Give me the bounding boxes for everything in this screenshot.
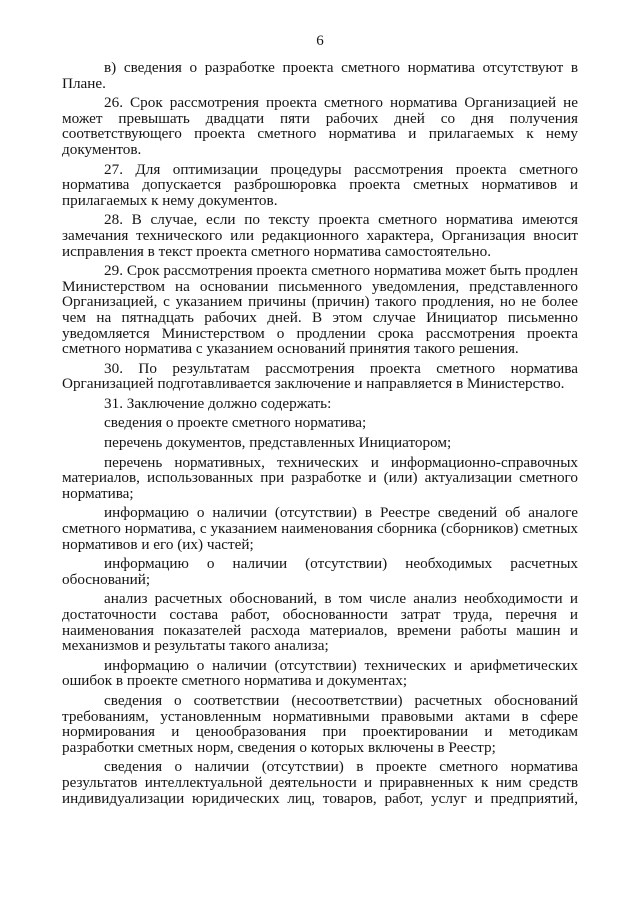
- list-item-documents: перечень документов, представленных Инициатором;: [104, 434, 452, 452]
- list-item-registry-analog: информацию о наличии (отсутствии) в Реестре сведений об аналоге сметного норматива, с указанием наименования сборника (сборников) сметных нормативов и его (их) частей;: [62, 504, 578, 553]
- list-item-compliance: сведения о соответствии (несоответствии) расчетных обоснований требованиям, установленным нормативными правовыми актами в сфере нормирования и ценообразования при проектировании и методикам разработки сметных норм, сведения о которых включены в Реестр;: [62, 691, 578, 756]
- paragraph-31: 31. Заключение должно содержать:: [104, 394, 332, 412]
- paragraph-29: 29. Срок рассмотрения проекта сметного норматива может быть продлен Министерством на основании письменного уведомления, представленного Организацией, с указанием причины (причин) такого продления, но не более чем на пятнадцать рабочих дней. В этом случае Инициатор письменно уведомляется Министерством о продлении срока рассмотрения проекта сметного норматива с указанием оснований принятия такого решения.: [62, 262, 578, 358]
- paragraph-28: 28. В случае, если по тексту проекта сметного норматива имеются замечания технического или редакционного характера, Организация вносит исправления в текст проекта сметного норматива самостоятельно.: [62, 211, 578, 260]
- document-body: [62, 60, 578, 810]
- paragraph-30: 30. По результатам рассмотрения проекта сметного норматива Организацией подготавливается заключение и направляется в Министерство.: [62, 359, 578, 393]
- list-item-intellectual-property: сведения о наличии (отсутствии) в проекте сметного норматива результатов интеллектуальной деятельности и приравненных к ним средств индивидуализации юридических лиц, товаров, работ, услуг и предприятий,: [62, 758, 578, 807]
- page-number: 6: [316, 33, 324, 49]
- paragraph-27: 27. Для оптимизации процедуры рассмотрения проекта сметного норматива допускается разброшюровка проекта сметных нормативов и прилагаемых к нему документов.: [62, 160, 578, 209]
- paragraph-26: 26. Срок рассмотрения проекта сметного норматива Организацией не может превышать двадцати пяти рабочих дней со дня получения соответствующего проекта сметного норматива и прилагаемых к нему документов.: [62, 94, 578, 158]
- paragraph-item-v: в) сведения о разработке проекта сметного норматива отсутствуют в Плане.: [62, 59, 578, 92]
- list-item-project-info: сведения о проекте сметного норматива;: [104, 414, 367, 432]
- list-item-analysis: анализ расчетных обоснований, в том числе анализ необходимости и достаточности состава работ, обоснованности затрат труда, перечня и наименования показателей расхода материалов, времени работы машин и механизмов и результаты такого анализа;: [62, 590, 578, 655]
- list-item-errors: информацию о наличии (отсутствии) технических и арифметических ошибок в проекте сметного норматива и документах;: [62, 656, 578, 690]
- list-item-calculations: информацию о наличии (отсутствии) необходимых расчетных обоснований;: [62, 555, 578, 588]
- list-item-materials: перечень нормативных, технических и информационно-справочных материалов, использованных при разработке и (или) актуализации сметного норматива;: [62, 453, 578, 502]
